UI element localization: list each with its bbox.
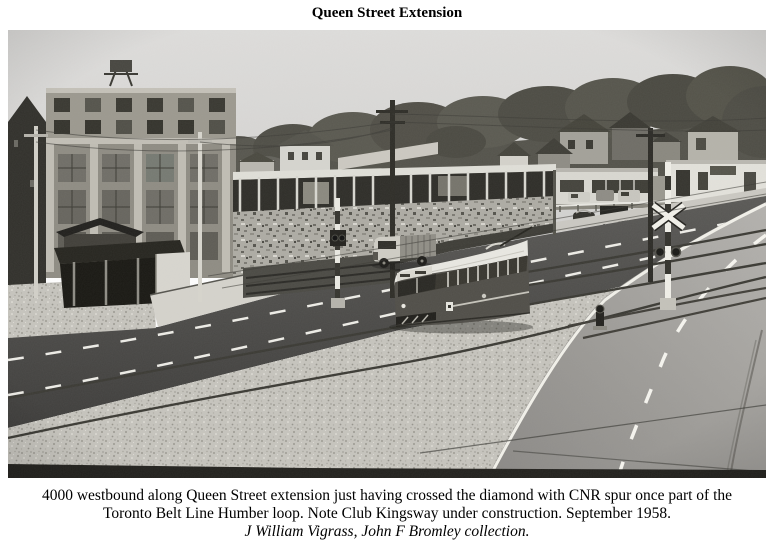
photo-caption [0,487,774,541]
caption-credit: J William Vigrass, John F Bromley collection. [244,523,530,540]
page-title: Queen Street Extension [311,5,463,21]
photo-canvas [8,30,766,478]
photograph [8,30,766,478]
caption-line-1: 4000 westbound along Queen Street extension just having crossed the diamond with CNR spur once part of the [41,487,733,504]
vignette [8,30,766,478]
caption-line-2: Toronto Belt Line Humber loop. Note Club Kingsway under construction. September 1958. [102,505,671,522]
